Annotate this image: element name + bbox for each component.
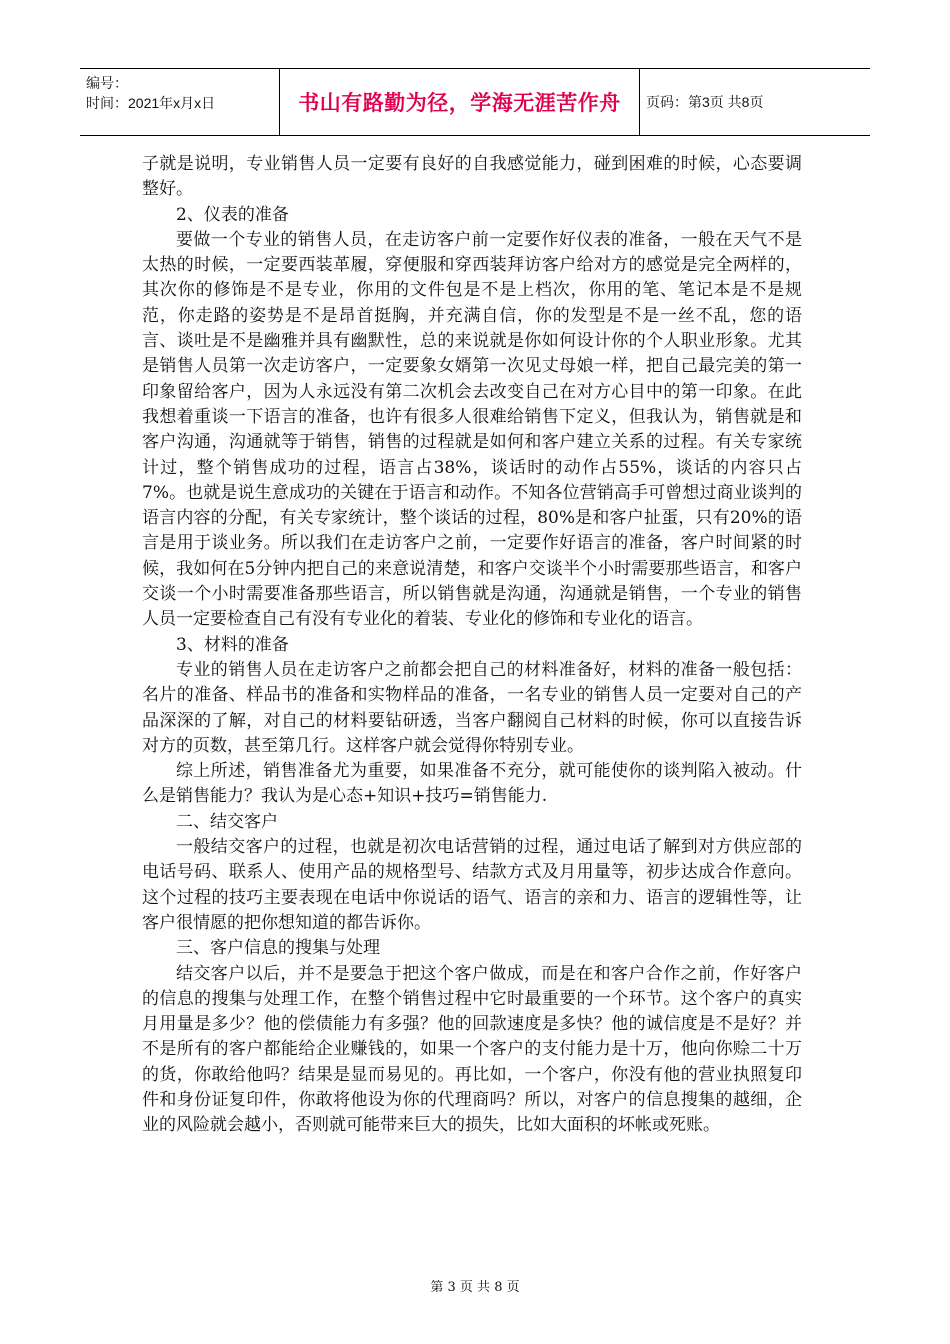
- paragraph: 专业的销售人员在走访客户之前都会把自己的材料准备好，材料的准备一般包括：名片的准备、样品书的准备和实物样品的准备，一名专业的销售人员一定要对自己的产品深深的了解，对自己的材料要钻研透，当客户翻阅自己材料的时候，你可以直接告诉对方的页数，甚至第几行。这样客户就会觉得你特别专业。: [142, 659, 802, 756]
- paragraph: 一般结交客户的过程，也就是初次电话营销的过程，通过电话了解到对方供应部的电话号码、联系人、使用产品的规格型号、结款方式及月用量等，初步达成合作意向。这个过程的技巧主要表现在电话中你说话的语气、语言的亲和力、语言的逻辑性等，让客户很情愿的把你想知道的都告诉你。: [142, 837, 802, 933]
- document-date: 时间：2021年x月x日: [86, 95, 216, 111]
- page-header: [80, 68, 870, 136]
- page-footer: 第 3 页 共 8 页: [430, 1280, 520, 1295]
- header-motto-cell: [280, 69, 640, 135]
- header-page-cell: [640, 69, 870, 135]
- document-number-label: 编号：: [86, 75, 128, 91]
- paragraph: 子就是说明，专业销售人员一定要有良好的自我感觉能力，碰到困难的时候，心态要调整好。: [142, 154, 802, 200]
- paragraph: 结交客户以后，并不是要急于把这个客户做成，而是在和客户合作之前，作好客户的信息的搜集与处理工作，在整个销售过程中它时最重要的一个环节。这个客户的真实月用量是多少？他的偿债能力有多强？他的回款速度是多快？他的诚信度是不是好？并不是所有的客户都能给企业赚钱的，如果一个客户的支付能力是十万，他向你赊二十万的货，你敢给他吗？结果是显而易见的。再比如，一个客户，你没有他的营业执照复印件和身份证复印件，你敢将他设为你的代理商吗？所以，对客户的信息搜集的越细，企业的风险就会越小，否则就可能带来巨大的损失，比如大面积的坏帐或死账。: [142, 963, 802, 1136]
- section-heading: 3、材料的准备: [176, 634, 289, 655]
- document-body: [142, 152, 802, 1139]
- paragraph: 要做一个专业的销售人员，在走访客户前一定要作好仪表的准备，一般在天气不是太热的时候，一定要西装革履，穿便服和穿西装拜访客户给对方的感觉是完全两样的，其次你的修饰是不是专业，你用的文件包是不是上档次，你用的笔、笔记本是不是规范，你走路的姿势是不是昂首挺胸，并充满自信，你的发型是不是一丝不乱，您的语言、谈吐是不是幽雅并具有幽默性，总的来说就是你如何设计你的个人职业形象。尤其是销售人员第一次走访客户，一定要象女婿第一次见丈母娘一样，把自己最完美的第一印象留给客户，因为人永远没有第二次机会去改变自己在对方心目中的第一印象。在此我想着重谈一下语言的准备，也许有很多人很难给销售下定义，但我认为，销售就是和客户沟通，沟通就等于销售，销售的过程就是如何和客户建立关系的过程。有关专家统计过，整个销售成功的过程，语言占38%，谈话时的动作占55%，谈话的内容只占7%。也就是说生意成功的关键在于语言和动作。不知各位营销高手可曾想过商业谈判的语言内容的分配，有关专家统计，整个谈话的过程，80%是和客户扯蛋，只有20%的语言是用于谈业务。所以我们在走访客户之前，一定要作好语言的准备，客户时间紧的时候，我如何在5分钟内把自己的来意说清楚，和客户交谈半个小时需要那些语言，和客户交谈一个小时需要准备那些语言，所以销售就是沟通，沟通就是销售，一个专业的销售人员一定要检查自己有没有专业化的着装、专业化的修饰和专业化的语言。: [142, 229, 802, 630]
- header-motto: 书山有路勤为径，学海无涯苦作舟: [298, 91, 621, 115]
- section-heading: 三、客户信息的搜集与处理: [176, 938, 380, 959]
- section-heading: 2、仪表的准备: [176, 204, 289, 225]
- header-page-number: 页码：第3页 共8页: [646, 94, 764, 110]
- section-heading: 二、结交客户: [176, 811, 278, 832]
- paragraph: 综上所述，销售准备尤为重要，如果准备不充分，就可能使你的谈判陷入被动。什么是销售能力？我认为是心态+知识+技巧=销售能力.: [142, 761, 802, 807]
- header-meta: [80, 69, 280, 135]
